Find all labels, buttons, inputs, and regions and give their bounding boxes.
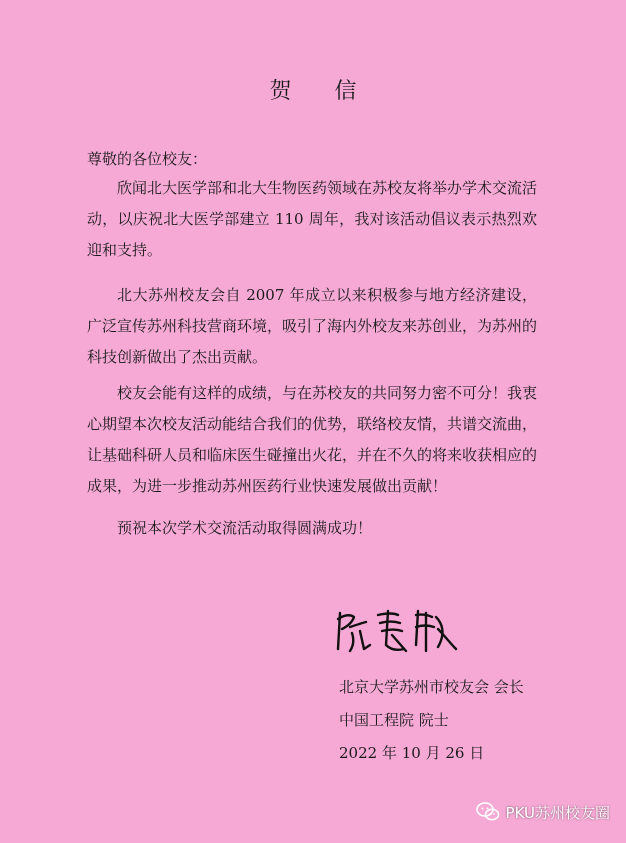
wechat-icon [476,801,500,823]
letter-title: 贺 信 [269,79,375,104]
salutation: 尊敬的各位校友： [87,150,208,168]
signer-org-title: 北京大学苏州市校友会 会长 [339,678,524,696]
paragraph-4: 预祝本次学术交流活动取得圆满成功！ [117,519,373,537]
signer-affiliation: 中国工程院 院士 [339,711,449,729]
paragraph-1: 欣闻北大医学部和北大生物医药领域在苏校友将举办学术交流活动，以庆祝北大医学部建立 110 周年，我对该活动倡议表示热烈欢迎和支持。 [87,179,538,259]
watermark [476,801,610,823]
paragraph-2: 北大苏州校友会自 2007 年成立以来积极参与地方经济建设，广泛宣传苏州科技营商环境，吸引了海内外校友来苏创业，为苏州的科技创新做出了杰出贡献。 [87,286,538,366]
handwritten-signature [330,605,460,657]
watermark-text: PKU苏州校友圈 [505,803,610,822]
letter-date: 2022 年 10 月 26 日 [339,744,485,762]
paragraph-3: 校友会能有这样的成绩，与在苏校友的共同努力密不可分！我衷心期望本次校友活动能结合我们的优势，联络校友情，共谱交流曲，让基础科研人员和临床医生碰撞出火花，并在不久的将来收获相应的成果，为进一步推动苏州医药行业快速发展做出贡献！ [87,384,538,495]
